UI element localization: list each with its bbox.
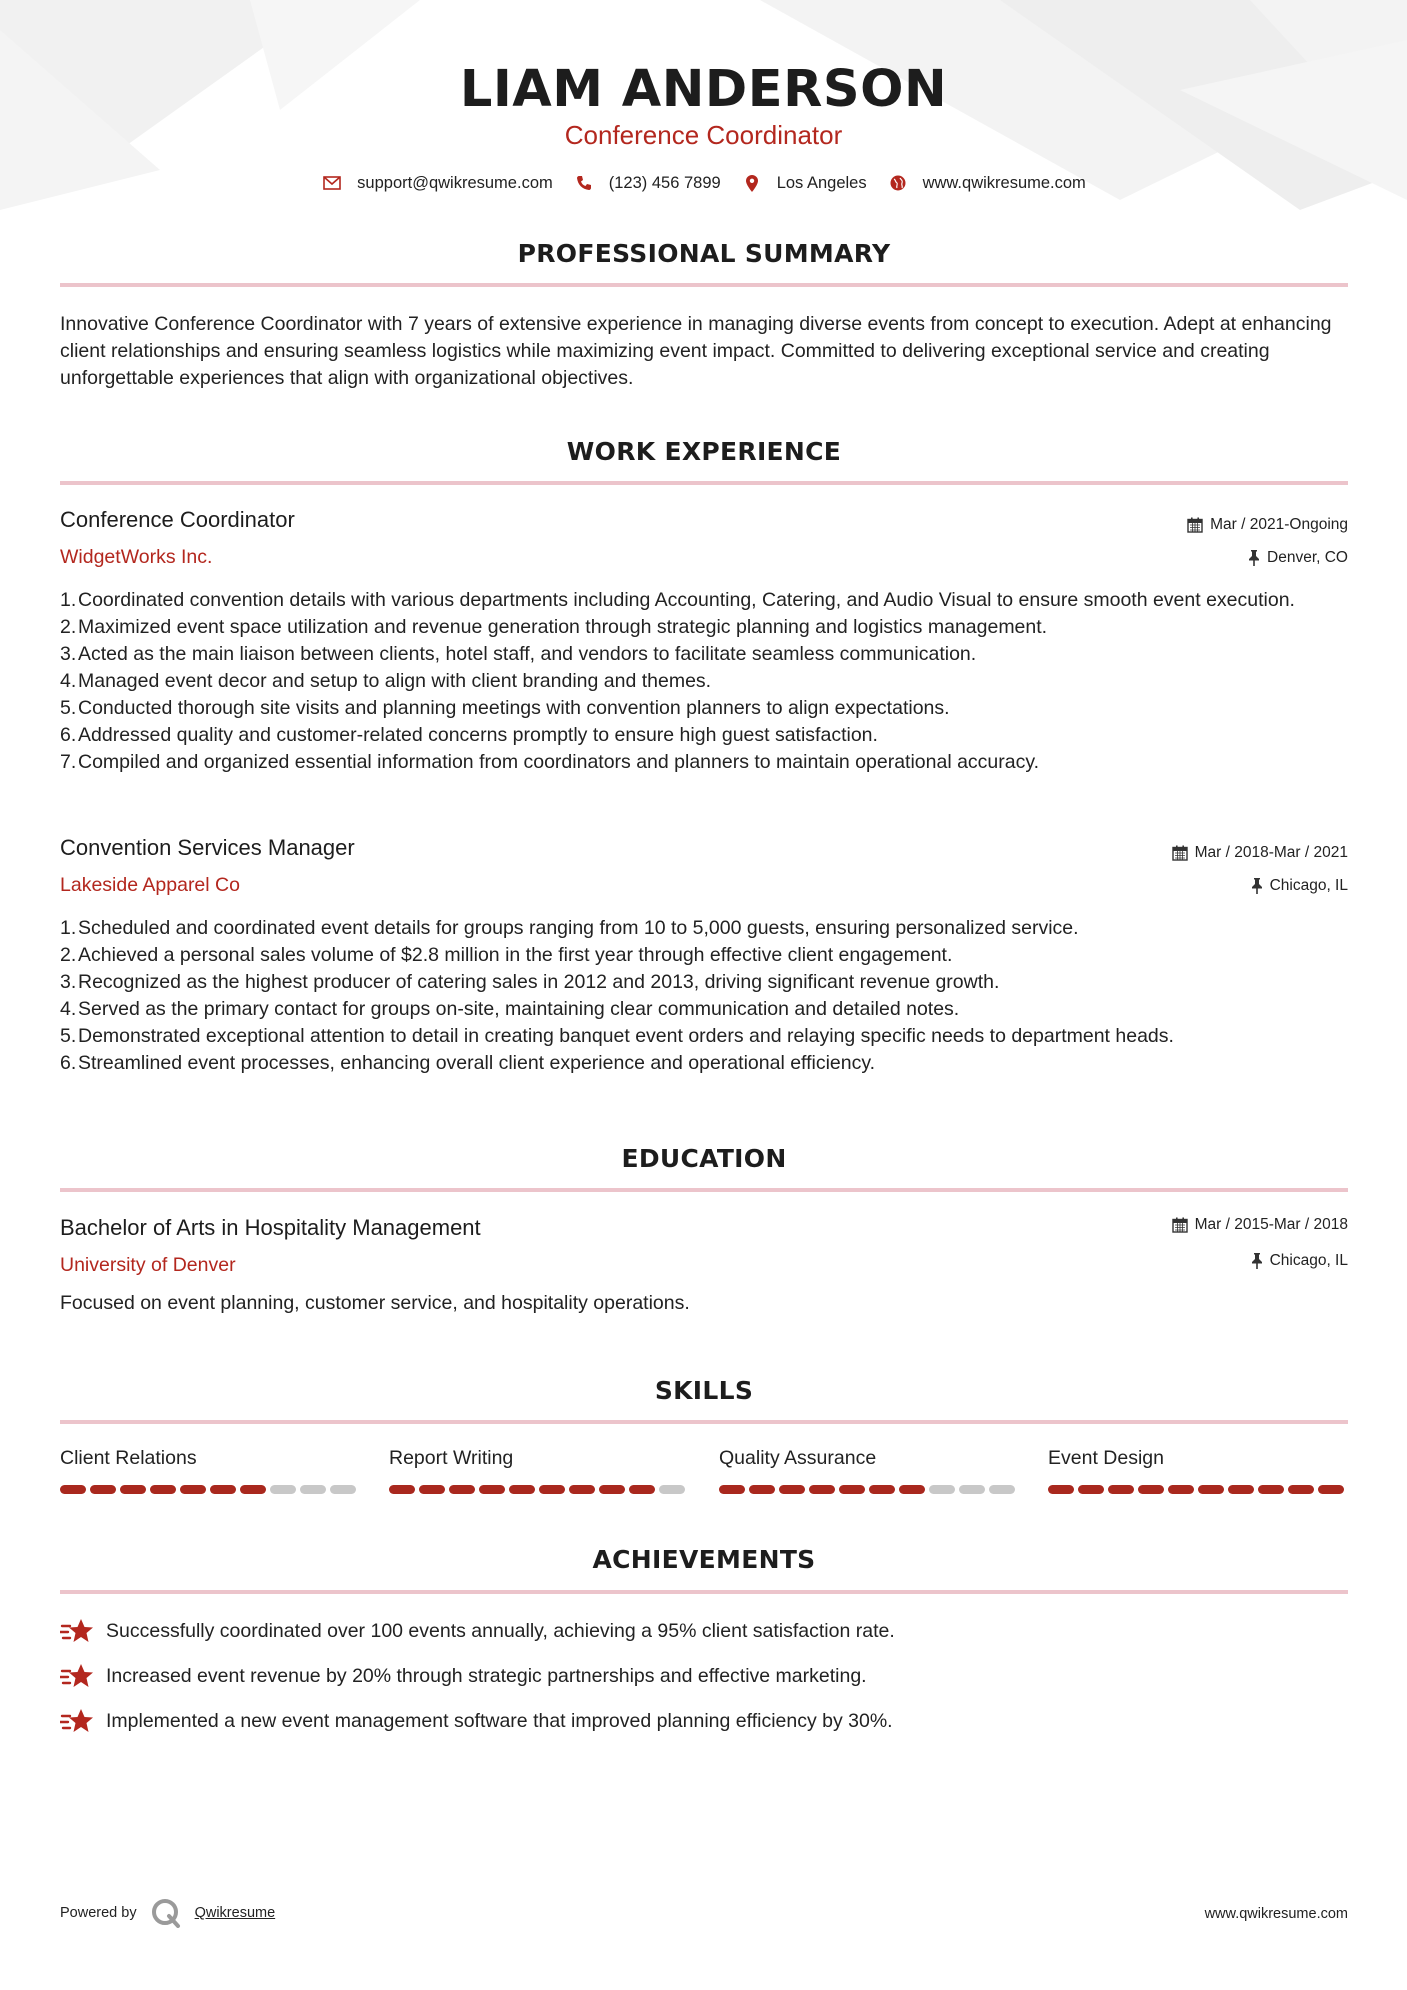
skill-name: Event Design (1048, 1447, 1164, 1469)
summary-heading: PROFESSIONAL SUMMARY (517, 239, 891, 268)
list-item: 4. Served as the primary contact for groups on-site, maintaining clear communication and detailed notes. (60, 998, 960, 1020)
skill-level-segment (1228, 1485, 1254, 1494)
skill-level-segment (659, 1485, 685, 1494)
skill-report-writing (389, 1447, 689, 1494)
skill-level-segment (779, 1485, 805, 1494)
skill-level-segment (1258, 1485, 1284, 1494)
skill-level-segment (869, 1485, 895, 1494)
skill-level-segment (929, 1485, 955, 1494)
footer-url[interactable]: www.qwikresume.com (1204, 1906, 1348, 1922)
job-location (1251, 877, 1348, 895)
achievement-item (60, 1707, 893, 1735)
location-pin-icon (741, 172, 763, 194)
skill-level-segment (719, 1485, 745, 1494)
skill-name: Report Writing (389, 1447, 514, 1469)
skill-level-segment (1138, 1485, 1164, 1494)
contact-location (741, 172, 867, 194)
skill-quality-assurance (719, 1447, 1019, 1494)
job-dates (1187, 516, 1348, 534)
skill-level-segment (599, 1485, 625, 1494)
skill-level-segment (1288, 1485, 1314, 1494)
pushpin-icon (1248, 550, 1260, 566)
shooting-star-icon (60, 1662, 94, 1690)
job-title: Conference Coordinator (60, 507, 295, 532)
achievement-text: Increased event revenue by 20% through strategic partnerships and effective marketing. (106, 1664, 867, 1687)
skill-level-segment (1198, 1485, 1224, 1494)
shooting-star-icon (60, 1707, 94, 1735)
skill-level-segment (90, 1485, 116, 1494)
powered-by-label: Powered by (60, 1905, 137, 1921)
skill-level-segment (300, 1485, 326, 1494)
skill-level-segment (210, 1485, 236, 1494)
job-title: Convention Services Manager (60, 835, 355, 860)
contact-bar (0, 172, 1407, 194)
skill-level-segment (1318, 1485, 1344, 1494)
skill-level-meter (389, 1485, 689, 1494)
degree-title: Bachelor of Arts in Hospitality Management (60, 1215, 481, 1240)
list-item: 5. Demonstrated exceptional attention to detail in creating banquet event orders and relaying specific needs to department heads. (60, 1025, 1174, 1047)
company-name: WidgetWorks Inc. (60, 546, 213, 568)
skill-level-segment (1108, 1485, 1134, 1494)
job-dates-text: Mar / 2021-Ongoing (1210, 516, 1348, 533)
skill-name: Quality Assurance (719, 1447, 877, 1469)
list-item: 4. Managed event decor and setup to align with client branding and themes. (60, 670, 712, 692)
list-item: 3. Recognized as the highest producer of catering sales in 2012 and 2013, driving significant revenue growth. (60, 971, 1000, 993)
skill-level-segment (629, 1485, 655, 1494)
skill-level-segment (509, 1485, 535, 1494)
skill-level-segment (479, 1485, 505, 1494)
qwikresume-logo-icon (151, 1898, 181, 1928)
skill-event-design (1048, 1447, 1348, 1494)
skill-level-segment (240, 1485, 266, 1494)
skill-level-segment (330, 1485, 356, 1494)
globe-icon (887, 172, 909, 194)
footer-branding (60, 1898, 275, 1928)
achievements-divider (60, 1590, 1348, 1594)
contact-phone[interactable] (573, 172, 721, 194)
skill-level-segment (899, 1485, 925, 1494)
skill-level-segment (1168, 1485, 1194, 1494)
skill-level-segment (60, 1485, 86, 1494)
skill-level-segment (389, 1485, 415, 1494)
skill-level-segment (449, 1485, 475, 1494)
calendar-icon (1172, 845, 1188, 861)
skill-level-segment (270, 1485, 296, 1494)
skill-level-segment (989, 1485, 1015, 1494)
education-dates (1172, 1216, 1348, 1234)
candidate-role: Conference Coordinator (564, 120, 843, 150)
skill-level-segment (569, 1485, 595, 1494)
skill-client-relations (60, 1447, 360, 1494)
job-bullet-list (60, 915, 1350, 1077)
pushpin-icon (1251, 1253, 1263, 1269)
job-location-text: Chicago, IL (1269, 877, 1348, 894)
pushpin-icon (1251, 878, 1263, 894)
skill-level-meter (1048, 1485, 1348, 1494)
contact-email[interactable] (321, 172, 553, 194)
calendar-icon (1187, 517, 1203, 533)
list-item: 3. Acted as the main liaison between clients, hotel staff, and vendors to facilitate seamless communication. (60, 643, 977, 665)
school-name: University of Denver (60, 1254, 236, 1276)
qwikresume-link[interactable]: Qwikresume (194, 1905, 276, 1921)
job-location (1248, 549, 1348, 567)
contact-location-text: Los Angeles (776, 173, 867, 192)
shooting-star-icon (60, 1617, 94, 1645)
skill-level-segment (539, 1485, 565, 1494)
skills-divider (60, 1420, 1348, 1424)
summary-divider (60, 283, 1348, 287)
education-description: Focused on event planning, customer service, and hospitality operations. (60, 1292, 690, 1314)
skill-level-segment (809, 1485, 835, 1494)
job-dates-text: Mar / 2018-Mar / 2021 (1194, 844, 1348, 861)
achievement-item (60, 1617, 895, 1645)
contact-phone-text: (123) 456 7899 (608, 173, 721, 192)
skill-level-segment (1078, 1485, 1104, 1494)
education-location (1251, 1252, 1348, 1270)
list-item: 7. Compiled and organized essential information from coordinators and planners to maintain operational accuracy. (60, 751, 1040, 773)
job-dates (1172, 844, 1348, 862)
summary-text: Innovative Conference Coordinator with 7 years of extensive experience in managing diverse events from concept to execution. Adept at enhancing client relationships and ensuring seamless logistics while maximizing event impact. Committed to delivering exceptional service and creating unforgettable experiences that align with organizational objectives. (60, 313, 1332, 389)
calendar-icon (1172, 1217, 1188, 1233)
education-heading: EDUCATION (621, 1144, 787, 1173)
skill-level-segment (180, 1485, 206, 1494)
achievement-text: Implemented a new event management software that improved planning efficiency by 30%. (106, 1709, 893, 1732)
contact-website[interactable] (887, 172, 1086, 194)
contact-website-text: www.qwikresume.com (922, 173, 1086, 192)
education-divider (60, 1188, 1348, 1192)
job-bullet-list (60, 587, 1350, 776)
experience-divider (60, 481, 1348, 485)
skills-heading: SKILLS (654, 1376, 754, 1405)
job-location-text: Denver, CO (1267, 549, 1348, 566)
skill-level-segment (749, 1485, 775, 1494)
education-location-text: Chicago, IL (1269, 1252, 1348, 1269)
contact-email-text: support@qwikresume.com (357, 173, 553, 192)
skill-level-segment (120, 1485, 146, 1494)
phone-icon (573, 172, 595, 194)
candidate-name: LIAM ANDERSON (459, 60, 948, 119)
envelope-icon (321, 172, 343, 194)
company-name: Lakeside Apparel Co (60, 874, 240, 896)
list-item: 2. Maximized event space utilization and revenue generation through strategic planning and logistics management. (60, 616, 1048, 638)
skill-level-meter (719, 1485, 1019, 1494)
achievement-item (60, 1662, 867, 1690)
list-item: 1. Scheduled and coordinated event details for groups ranging from 10 to 5,000 guests, ensuring personalized service. (60, 917, 1079, 939)
achievements-heading: ACHIEVEMENTS (592, 1545, 816, 1574)
list-item: 5. Conducted thorough site visits and planning meetings with convention planners to align expectations. (60, 697, 950, 719)
skill-level-segment (959, 1485, 985, 1494)
experience-heading: WORK EXPERIENCE (566, 437, 842, 466)
skill-level-segment (839, 1485, 865, 1494)
list-item: 6. Addressed quality and customer-related concerns promptly to ensure high guest satisfaction. (60, 724, 878, 746)
skill-level-segment (150, 1485, 176, 1494)
skill-level-segment (419, 1485, 445, 1494)
skill-name: Client Relations (60, 1447, 197, 1469)
skill-level-segment (1048, 1485, 1074, 1494)
achievement-text: Successfully coordinated over 100 events annually, achieving a 95% client satisfaction rate. (106, 1619, 895, 1642)
list-item: 6. Streamlined event processes, enhancing overall client experience and operational efficiency. (60, 1052, 876, 1074)
list-item: 1. Coordinated convention details with various departments including Accounting, Catering, and Audio Visual to ensure smooth event execution. (60, 589, 1295, 611)
list-item: 2. Achieved a personal sales volume of $2.8 million in the first year through effective client engagement. (60, 944, 953, 966)
skill-level-meter (60, 1485, 360, 1494)
education-dates-text: Mar / 2015-Mar / 2018 (1194, 1216, 1348, 1233)
